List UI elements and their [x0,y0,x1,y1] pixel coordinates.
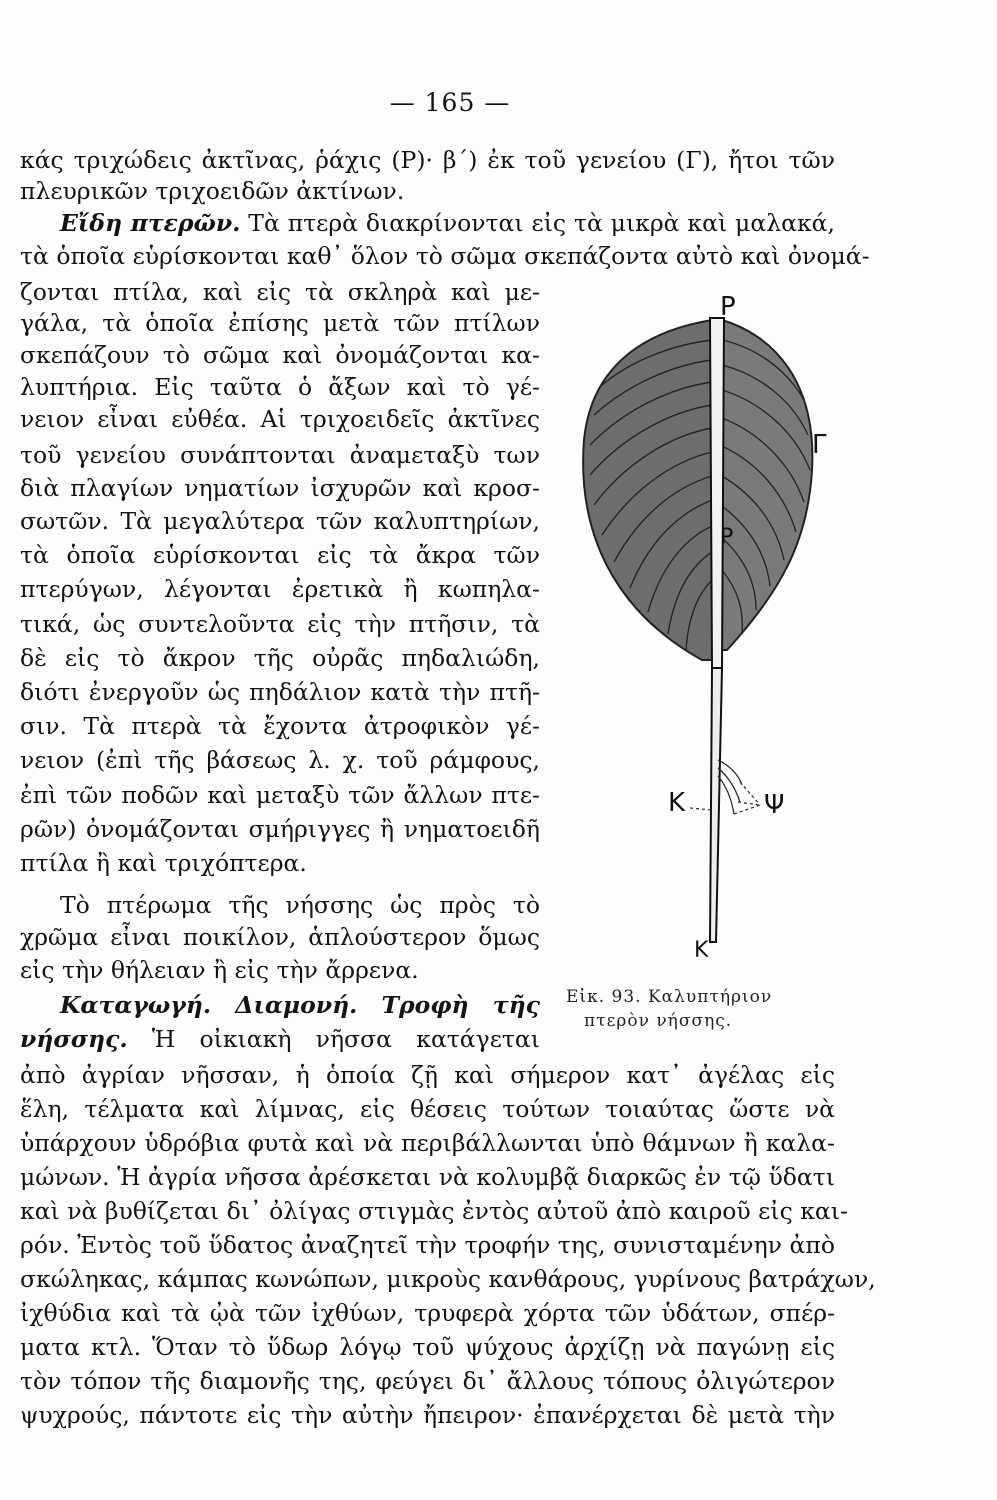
feather-drawing [572,290,832,970]
text-line: τὸν τόπον τῆς διαμονῆς της, φεύγει δι᾽ ἄλλους τόπους ὀλιγώτερον [20,1367,835,1395]
caption-line: Εἰκ. 93. Καλυπτήριον [566,987,773,1007]
text-line: ζονται πτίλα, καὶ εἰς τὰ σκληρὰ καὶ με- [20,278,540,306]
text-line: σκεπάζουν τὸ σῶμα καὶ ὀνομάζονται κα- [20,341,540,369]
text-line: τοῦ γενείου συνάπτονται ἀναμεταξὺ των [20,441,540,469]
figure-label-vane: Γ [812,430,827,460]
figure-label-calamus-left: Κ [668,788,686,818]
text-line: διὰ πλαγίων νηματίων ἰσχυρῶν καὶ κροσ- [20,474,540,502]
figure-label-rachis-top: Ρ [720,292,736,322]
text-line: τικά, ὡς συντελοῦντα εἰς τὴν πτῆσιν, τὰ [20,610,540,638]
text-line: τὰ ὁποῖα εὑρίσκονται καθ᾽ ὅλον τὸ σῶμα σκεπάζοντα αὐτὸ καὶ ὀνομά- [20,242,870,270]
text-line: πλευρικῶν τριχοειδῶν ἀκτίνων. [20,177,405,205]
text-line: ψυχρούς, πάντοτε εἰς τὴν αὐτὴν ἤπειρον· ἐπανέρχεται δὲ μετὰ τὴν [20,1401,835,1429]
text-line: τὰ ὁποῖα εὑρίσκονται εἰς τὰ ἄκρα τῶν [20,541,540,569]
figure-caption [566,985,826,1033]
text-line: χρῶμα εἶναι ποικίλον, ἁπλούστερον ὅμως [20,923,540,951]
text-line: ἐπὶ τῶν ποδῶν καὶ μεταξὺ τῶν ἄλλων πτε- [20,781,540,809]
text-line: Τὸ πτέρωμα τῆς νήσσης ὡς πρὸς τὸ [60,891,540,919]
caption-line: πτερὸν νήσσης. [584,1011,733,1031]
section-paragraph-start [20,208,835,238]
page-number: — 165 — [389,88,511,117]
text-line: ρῶν) ὀνομάζονται σμήριγγες ἢ νηματοειδῆ [20,815,540,843]
text-line: σκώληκας, κάμπας κωνώπων, μικροὺς κανθάρους, γυρίνους βατράχων, [20,1265,876,1293]
text-line: εἰς τὴν θήλειαν ἢ εἰς τὴν ἄρρενα. [20,956,419,984]
text-line: καὶ νὰ βυθίζεται δι᾽ ὀλίγας στιγμὰς ἐντὸς αὐτοῦ ἀπὸ καιροῦ εἰς και- [20,1197,848,1225]
text-line: διότι ἐνεργοῦν ὡς πηδάλιον κατὰ τὴν πτῆ- [20,678,540,706]
section-heading-origin-end: νήσσης. [20,1025,128,1053]
text-line: ἰχθύδια καὶ τὰ ᾠὰ τῶν ἰχθύων, τρυφερὰ χόρτα τῶν ὑδάτων, σπέρ- [20,1299,835,1327]
text-line: νειον (ἐπὶ τῆς βάσεως λ. χ. τοῦ ράμφους, [20,746,540,774]
text-line: ματα κτλ. Ὅταν τὸ ὕδωρ λόγῳ τοῦ ψύχους ἀρχίζῃ νὰ παγώνῃ εἰς [20,1333,835,1361]
text-line: δὲ εἰς τὸ ἄκρον τῆς οὐρᾶς πηδαλιώδη, [20,644,540,672]
text-line: πτίλα ἢ καὶ τριχόπτερα. [20,849,307,877]
section-heading-feather-types: Εἴδη πτερῶν. [60,209,241,237]
text-fragment: Τὰ πτερὰ διακρίνονται εἰς τὰ μικρὰ καὶ μαλακά, [248,209,835,237]
figure-label-calamus-bottom: Κ [694,938,709,963]
text-line: πτερύγων, λέγονται ἐρετικὰ ἢ κωπηλα- [20,575,540,603]
text-line: σωτῶν. Τὰ μεγαλύτερα τῶν καλυπτηρίων, [20,507,540,535]
text-line: ρόν. Ἐντὸς τοῦ ὕδατος ἀναζητεῖ τὴν τροφήν της, συνισταμένην ἀπὸ [20,1231,835,1259]
section-paragraph-start [20,1024,540,1054]
text-line: μώνων. Ἡ ἀγρία νῆσσα ἀρέσκεται νὰ κολυμβᾷ διαρκῶς ἐν τῷ ὕδατι [20,1163,835,1191]
text-line: ὑπάρχουν ὑδρόβια φυτὰ καὶ νὰ περιβάλλωνται ὑπὸ θάμνων ἢ καλα- [20,1129,835,1157]
section-heading-origin: Καταγωγή. Διαμονή. Τροφὴ τῆς [60,991,540,1019]
text-line: ἕλη, τέλματα καὶ λίμνας, εἰς θέσεις τούτων τοιαύτας ὥστε νὰ [20,1095,835,1123]
figure-label-psi: Ψ [764,790,785,820]
text-line: λυπτήρια. Εἰς ταῦτα ὁ ἄξων καὶ τὸ γέ- [20,373,540,401]
text-line: κάς τριχώδεις ἀκτῖνας, ῥάχις (Ρ)· β΄) ἐκ τοῦ γενείου (Γ), ἤτοι τῶν [20,146,835,174]
text-line: γάλα, τὰ ὁποῖα ἐπίσης μετὰ τῶν πτίλων [20,309,540,337]
text-line: νειον εἶναι εὐθέα. Αἱ τριχοειδεῖς ἀκτῖνες [20,405,540,433]
feather-illustration [572,290,832,970]
text-line: σιν. Τὰ πτερὰ τὰ ἔχοντα ἀτροφικὸν γέ- [20,712,540,740]
text-line: ἀπὸ ἀγρίαν νῆσσαν, ἡ ὁποία ζῇ καὶ σήμερον κατ᾽ ἀγέλας εἰς [20,1061,835,1089]
figure-label-rachis-mid: Ρ [720,525,734,550]
text-fragment: Ἡ οἰκιακὴ νῆσσα κατάγεται [151,1025,540,1053]
